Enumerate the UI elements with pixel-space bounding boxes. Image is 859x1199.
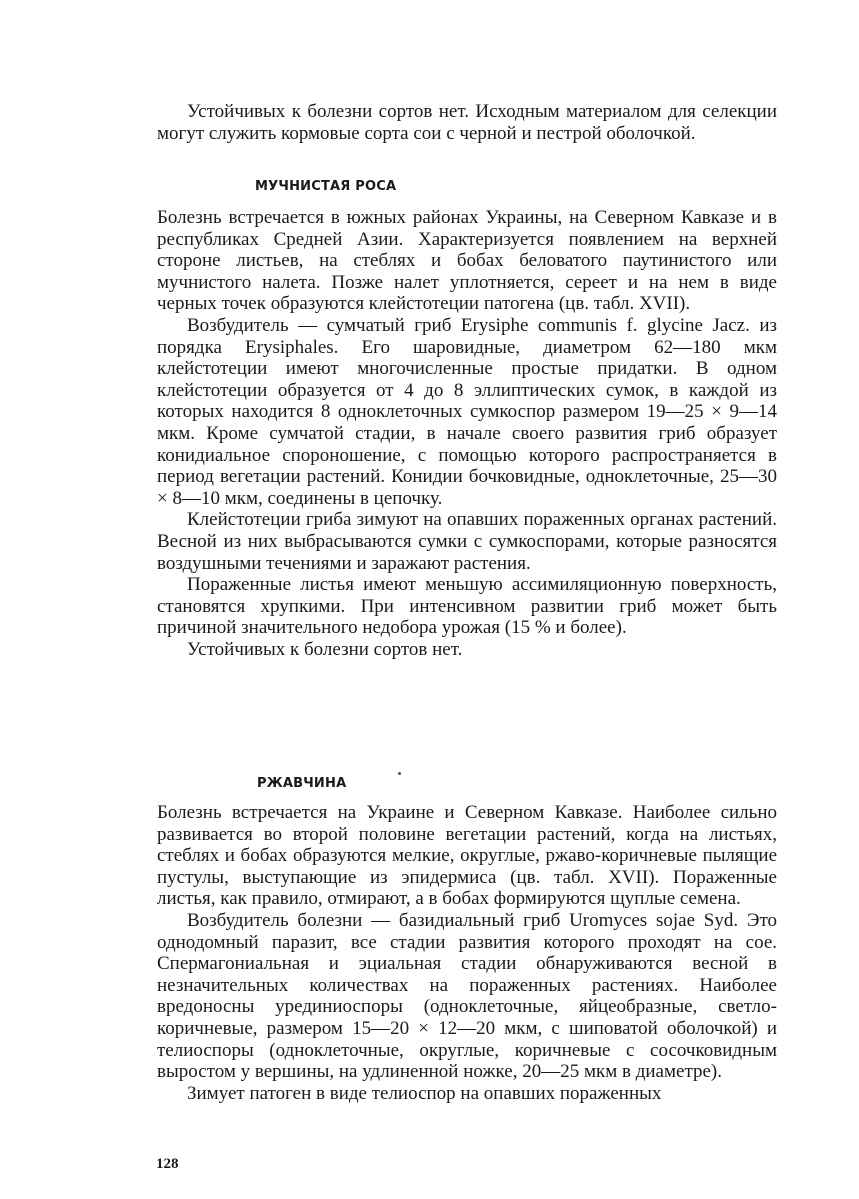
intro-block (157, 101, 777, 144)
paragraph: Зимует патоген в виде телиоспор на опавших пораженных (187, 1082, 662, 1104)
section-heading-powdery-mildew: МУЧНИСТАЯ РОСА (255, 179, 397, 194)
section-powdery-mildew-body (157, 207, 777, 660)
paragraph: Болезнь встречается в южных районах Украины, на Северном Кавказе и в республиках Средней Азии. Характеризуется появлением на верхней стороне листьев, на стеблях и бобах беловатого паутинистого или мучнистого налета. Позже налет уплотняется, сереет и на нем в виде черных точек образуются клейстотеции патогена (цв. табл. XVII). (157, 207, 777, 315)
paragraph: Клейстотеции гриба зимуют на опавших пораженных органах растений. Весной из них выбрасываются сумки с сумкоспорами, которые разносятся воздушными течениями и заражают растения. (157, 509, 777, 574)
paragraph: Возбудитель болезни — базидиальный гриб Uromyces sojae Syd. Это однодомный паразит, все стадии развития которого проходят на сое. Спермагониальная и эциальная стадии обнаруживаются весной в незначительных количествах на пораженных растениях. Наиболее вредоносны урединиоспоры (одноклеточные, яйцеобразные, светло-коричневые, размером 15—20 × 12—20 мкм, с шиповатой оболочкой) и телиоспоры (одноклеточные, округлые, коричневые с сосочковидным выростом у вершины, на удлиненной ножке, 20—25 мкм в диаметре). (157, 909, 777, 1083)
paragraph: Пораженные листья имеют меньшую ассимиляционную поверхность, становятся хрупкими. При интенсивном развитии гриб может быть причиной значительного недобора урожая (15 % и более). (157, 574, 777, 639)
paragraph: Болезнь встречается на Украине и Северном Кавказе. Наиболее сильно развивается во второй половине вегетации растений, когда на листьях, стеблях и бобах образуются мелкие, округлые, ржаво-коричневые пылящие пустулы, выступающие из эпидермиса (цв. табл. XVII). Пораженные листья, как правило, отмирают, а в бобах формируются щуплые семена. (157, 802, 777, 910)
print-speck (398, 772, 401, 775)
paragraph: Возбудитель — сумчатый гриб Erysiphe communis f. glycine Jacz. из порядка Erysiphales. Его шаровидные, диаметром 62—180 мкм клейстотеции имеют многочисленные простые придатки. В одном клейстотеции образуется от 4 до 8 эллиптических сумок, в каждой из которых находится 8 одноклеточных сумкоспор размером 19—25 × 9—14 мкм. Кроме сумчатой стадии, в начале своего развития гриб образует конидиальное спороношение, с помощью которого распространяется в период вегетации растений. Конидии бочковидные, одноклеточные, 25—30 × 8—10 мкм, соединены в цепочку. (157, 314, 777, 509)
section-rust-body (157, 802, 777, 1104)
section-heading-rust: РЖАВЧИНА (257, 776, 347, 791)
page-number: 128 (156, 1156, 179, 1172)
paragraph: Устойчивых к болезни сортов нет. (187, 638, 463, 660)
intro-paragraph: Устойчивых к болезни сортов нет. Исходным материалом для селекции могут служить кормовые сорта сои с черной и пестрой оболочкой. (157, 101, 777, 144)
